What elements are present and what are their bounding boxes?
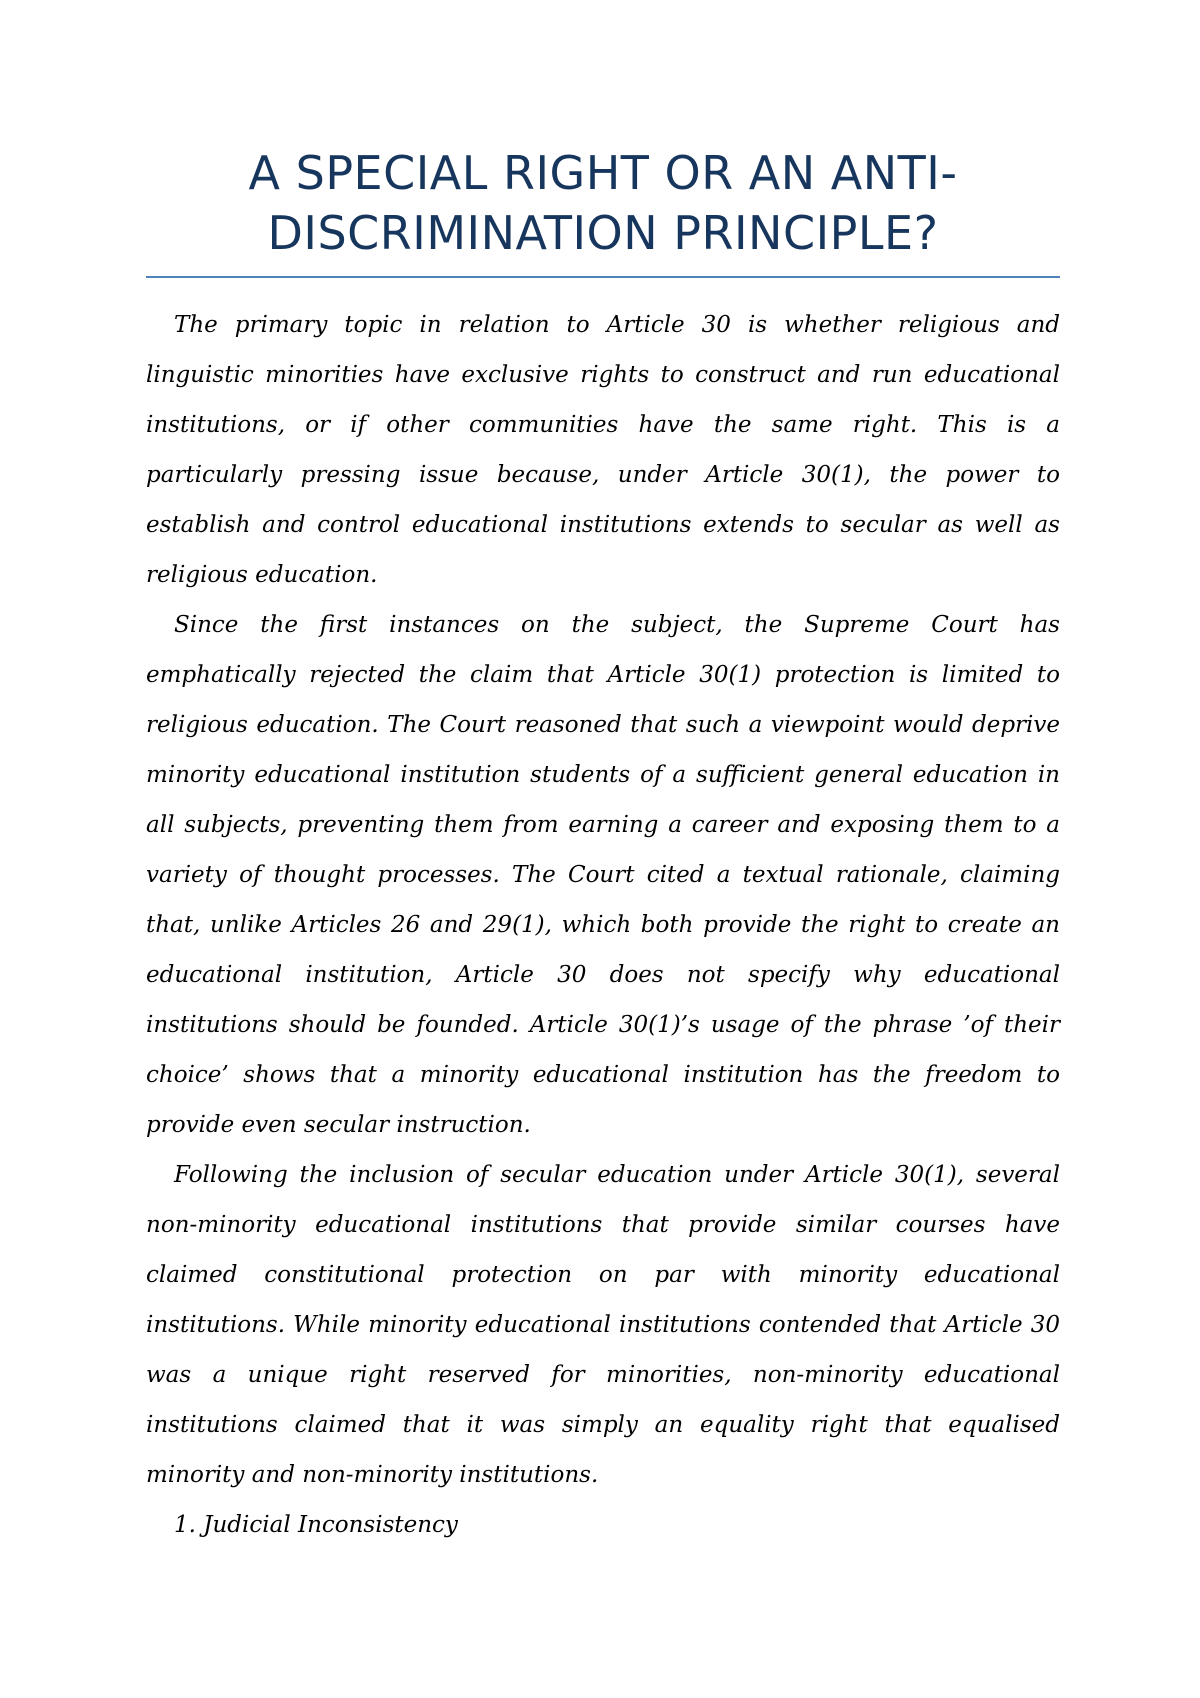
title-underline bbox=[146, 276, 1060, 278]
document-body bbox=[146, 300, 1060, 1550]
paragraph: Since the first instances on the subject, the Supreme Court has emphatically rejected the claim that Article 30(1) protection is limited to religious education. The Court reasoned that such a viewpoint would deprive minority educational institution students of a sufficient general education in all subjects, preventing them from earning a career and exposing them to a variety of thought processes. The Court cited a textual rationale, claiming that, unlike Articles 26 and 29(1), which both provide the right to create an educational institution, Article 30 does not specify why educational institutions should be founded. Article 30(1)’s usage of the phrase ’of their choice’ shows that a minority educational institution has the freedom to provide even secular instruction. bbox=[146, 612, 1060, 1138]
document-title: A SPECIAL RIGHT OR AN ANTI-DISCRIMINATION PRINCIPLE? bbox=[248, 146, 958, 260]
list-item-judicial-inconsistency: 1. Judicial Inconsistency bbox=[174, 1512, 458, 1538]
paragraph: The primary topic in relation to Article 30 is whether religious and linguistic minorities have exclusive rights to construct and run educational institutions, or if other communities have the same right. This is a particularly pressing issue because, under Article 30(1), the power to establish and control educational institutions extends to secular as well as religious education. bbox=[146, 312, 1060, 588]
paragraph: Following the inclusion of secular education under Article 30(1), several non-minority educational institutions that provide similar courses have claimed constitutional protection on par with minority educational institutions. While minority educational institutions contended that Article 30 was a unique right reserved for minorities, non-minority educational institutions claimed that it was simply an equality right that equalised minority and non-minority institutions. bbox=[146, 1162, 1060, 1488]
